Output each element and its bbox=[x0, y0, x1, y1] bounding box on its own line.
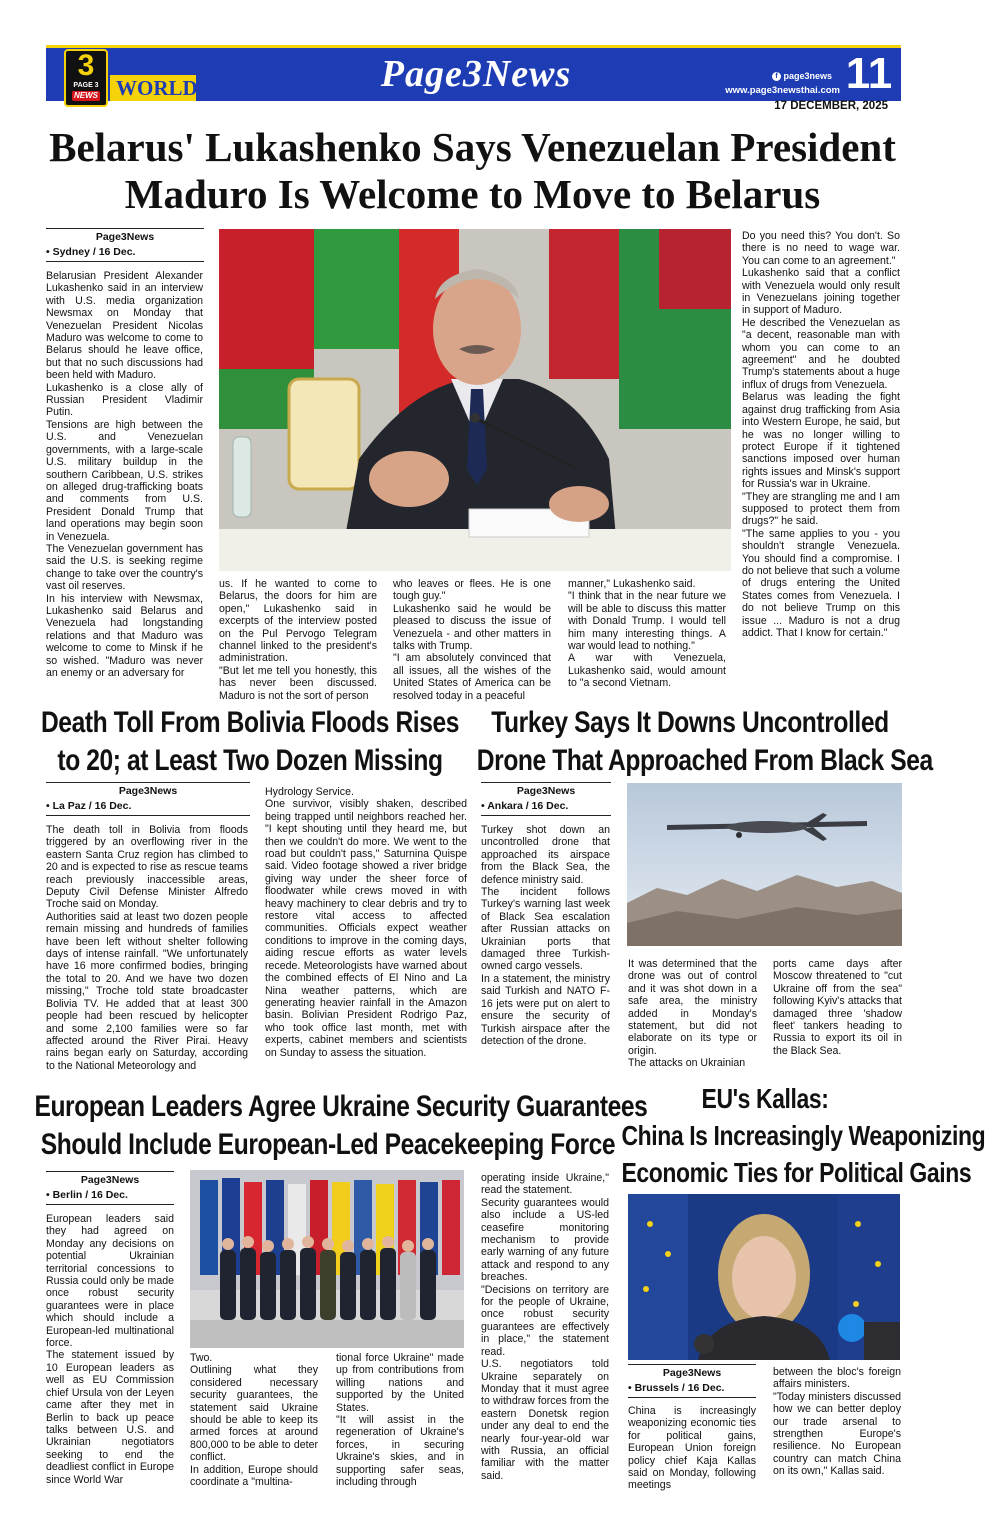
paragraph: China is increasingly weaponizing economic ties for political gains, European Union foreign policy chief Kaja Kallas said on Monday, following meetings bbox=[628, 1405, 756, 1492]
kallas-headline-line3: Economic Ties for Political Gains bbox=[621, 1157, 972, 1188]
europe-column-2 bbox=[190, 1352, 318, 1491]
paragraph: "I think that in the near future we will be able to discuss this matter with Donald Trump. I would tell him many interesting things. A war would lead to nothing." bbox=[568, 590, 726, 653]
bolivia-headline bbox=[30, 704, 470, 780]
website-url[interactable]: www.page3newsthai.com bbox=[725, 85, 840, 96]
kallas-column-2 bbox=[773, 1366, 901, 1491]
masthead bbox=[46, 45, 901, 111]
bolivia-column-1 bbox=[46, 824, 248, 1074]
paragraph: manner," Lukashenko said. bbox=[568, 578, 696, 590]
turkey-column-1 bbox=[481, 824, 610, 1074]
paragraph: The attacks on Ukrainian bbox=[628, 1057, 746, 1070]
drone-illustration bbox=[627, 783, 902, 946]
kallas-headline bbox=[620, 1080, 985, 1190]
paragraph: "The same applies to you - you shouldn't strangle Venezuela. You should find a compromise. I do not believe that such a volume of drugs entering the United States comes from Venezuela. I do not believe Trump on this issue ... Maduro is not a drug addict. That I know for certain." bbox=[742, 527, 900, 639]
paragraph: "Today ministers discussed how we can better deploy our trade arsenal to strengthen Europe's resilience. No European country can match China on its own," Kallas said. bbox=[773, 1390, 901, 1478]
paragraph: "It will assist in the regeneration of Ukraine's forces, in securing Ukraine's skies, and in supporting safer seas, including through bbox=[336, 1414, 464, 1489]
leaders-illustration bbox=[190, 1170, 464, 1348]
brand-name[interactable]: Page3News bbox=[380, 53, 572, 95]
europe-column-3 bbox=[336, 1352, 464, 1491]
lead-column-1 bbox=[46, 270, 203, 696]
turkey-column-2 bbox=[628, 958, 757, 1074]
logo-number: 3 bbox=[77, 49, 95, 82]
agency-name: Page3News bbox=[118, 785, 178, 797]
paragraph: tional force Ukraine" made up from contributions from willing nations and supported by the United States. bbox=[336, 1352, 464, 1414]
paragraph: who leaves or flees. He is one tough guy." bbox=[393, 578, 551, 603]
paragraph: Do you need this? You don't. So there is no need to wage war. You can come to an agreement." bbox=[742, 230, 900, 267]
logo-text: PAGE 3 bbox=[73, 82, 99, 89]
logo-text-news: NEWS bbox=[74, 91, 98, 100]
agency-name: Page3News bbox=[80, 1174, 140, 1186]
lukashenko-photo bbox=[219, 229, 731, 571]
turkey-headline bbox=[470, 704, 933, 780]
paragraph: "Decisions on territory are for the people of Ukraine, once robust security guarantees are effectively in place," the statement read. bbox=[481, 1283, 609, 1358]
paragraph: Belarusian President Alexander Lukashenko said in an interview with U.S. media organization Newsmax on Monday that Venezuelan President Nicolas Maduro was welcome to come to Belarus should he leave office, but that no such discussions had been held with Maduro. bbox=[46, 270, 203, 382]
paragraph: In a statement, the ministry said Turkish and NATO F-16 jets were put on alert to ensure the security of Turkish airspace after the detection of the drone. bbox=[481, 972, 610, 1047]
paragraph: He described the Venezuelan as "a decent, reasonable man with whom you can come to an agreement" and he doubted Trump's statements about a huge influx of drugs from Venezuela. bbox=[742, 316, 900, 391]
paragraph: us. If he wanted to come to Belarus, the doors for him are open," Lukashenko said in excerpts of the interview posted on the Pul Pervogo Telegram channel linked to the president's administration. bbox=[219, 578, 377, 665]
lead-headline bbox=[30, 124, 915, 218]
paragraph: It was determined that the drone was out of control and it was shot down in a safe area, the ministry added in Monday's statement, but did not elaborate on its type or origin. bbox=[628, 958, 757, 1057]
masthead-yellow-stripe bbox=[46, 45, 901, 48]
paragraph: "They are strangling me and I am supposed to protect them from drugs?" he said. bbox=[742, 490, 900, 528]
kallas-illustration bbox=[628, 1194, 900, 1360]
lead-column-2 bbox=[219, 578, 377, 702]
paragraph: Belarus was leading the fight against drug trafficking from Asia into Western Europe, he said, but he was no longer willing to protect Europe if it tightened sanctions imposed over human rights issues and Minsk's support for Russia's war in Ukraine. bbox=[742, 391, 900, 491]
lead-headline-line2: Maduro Is Welcome to Move to Belarus bbox=[124, 171, 821, 217]
paragraph: "I am absolutely convinced that all issues, all the wishes of the United States of America can be resolved today in a peaceful bbox=[393, 652, 551, 702]
paragraph: The incident follows Turkey's warning last week of Black Sea escalation after Russian attacks on Ukrainian ports that damaged three Turkish-owned cargo vessels. bbox=[481, 886, 610, 973]
section-label: WORLD bbox=[116, 76, 198, 100]
facebook-icon: f bbox=[772, 72, 781, 81]
paragraph: Outlining what they considered necessary security guarantees, the statement said Ukraine should be able to keep its armed forces at around 800,000 to be able to deter conflict. bbox=[190, 1364, 318, 1464]
turkey-headline-line2: Drone That Approached From Black Sea bbox=[476, 744, 933, 777]
paragraph: In his interview with Newsmax, Lukashenko said Belarus and Venezuela had longstanding relations and that Maduro was welcome to come to Minsk if he so wished. "Maduro was never an enemy or an adversary for bbox=[46, 592, 203, 679]
paragraph: "But let me tell you honestly, this has never been discussed. Maduro is not the sort of person bbox=[219, 664, 377, 702]
paragraph: operating inside Ukraine," read the statement. bbox=[481, 1172, 609, 1197]
agency-name: Page3News bbox=[662, 1367, 722, 1379]
europe-byline bbox=[46, 1171, 174, 1205]
europe-column-1 bbox=[46, 1213, 174, 1491]
dateline: • La Paz / 16 Dec. bbox=[46, 798, 250, 816]
paragraph: European leaders said they had agreed on Monday any decisions on potential Ukrainian territorial concessions to Russia could only be made once robust security guarantees were in place which should include a European-led multinational force. bbox=[46, 1213, 174, 1350]
bolivia-column-2 bbox=[265, 786, 467, 1074]
page-number: 11 bbox=[845, 49, 893, 98]
paragraph: Tensions are high between the U.S. and Venezuelan governments, with a large-scale U.S. military buildup in the southern Caribbean, U.S. strikes on alleged drug-trafficking boats and comments from U.S. President Donald Trump that land operations may begin soon in Venezuela. bbox=[46, 418, 203, 543]
dateline: • Ankara / 16 Dec. bbox=[481, 798, 611, 816]
paragraph: The death toll in Bolivia from floods triggered by an overflowing river in the eastern Santa Cruz region has climbed to 20 and is expected to rise as rescue teams reach previously inaccessible areas, Deputy Civil Defense Minister Alfredo Troche said on Monday. bbox=[46, 824, 248, 911]
kallas-byline bbox=[628, 1364, 756, 1398]
kallas-headline-line1: EU's Kallas: bbox=[701, 1083, 829, 1114]
lead-column-4 bbox=[568, 578, 726, 696]
bolivia-headline-line2: to 20; at Least Two Dozen Missing bbox=[57, 744, 443, 777]
european-leaders-photo bbox=[190, 1170, 464, 1348]
kallas-column-1 bbox=[628, 1405, 756, 1491]
paragraph: Lukashenko said he would be pleased to discuss the issue of Venezuela - and other matters in talks with Trump. bbox=[393, 602, 551, 653]
lead-headline-line1: Belarus' Lukashenko Says Venezuelan President bbox=[49, 124, 896, 170]
paragraph: Turkey shot down an uncontrolled drone that approached its airspace from the Black Sea, the defence ministry said. bbox=[481, 824, 610, 886]
europe-column-4 bbox=[481, 1172, 609, 1491]
lead-byline bbox=[46, 228, 204, 262]
paragraph: Authorities said at least two dozen people remain missing and hundreds of families have been left without shelter following days of intense rainfall. "We unfortunately have 16 more confirmed bodies, bringing the total to 20. And we have two dozen missing," Troche told state broadcaster Bolivia TV. He added that at least 300 people had been rescued by helicopter and some 2,100 families were so far affected around the River Pirai. Heavy rains began early on Saturday, according to the National Meteorology and bbox=[46, 910, 248, 1072]
bolivia-byline bbox=[46, 782, 250, 816]
lead-column-3 bbox=[393, 578, 551, 702]
paragraph: ports came days after Moscow threatened to "cut Ukraine off from the sea" following Kyiv's attacks that damaged three 'shadow fleet' tankers heading to Russia to export its oil in the Black Sea. bbox=[773, 958, 902, 1057]
dateline: • Berlin / 16 Dec. bbox=[46, 1187, 174, 1205]
turkey-headline-line1: Turkey Says It Downs Uncontrolled bbox=[491, 706, 889, 739]
paragraph: Two. bbox=[190, 1352, 213, 1364]
europe-headline-line2: Should Include European-Led Peacekeeping Force bbox=[40, 1128, 616, 1161]
lukashenko-illustration bbox=[219, 229, 731, 571]
lead-column-5 bbox=[742, 230, 900, 696]
paragraph: The statement issued by 10 European leaders as well as EU Commission chief Ursula von der Leyen came after they met in Berlin to back up peace talks between U.S. and Ukrainian negotiators seeking to end the deadliest conflict in Europe since World War bbox=[46, 1349, 174, 1486]
paragraph: U.S. negotiators told Ukraine separately on Monday that it must agree to withdraw forces from the eastern Donetsk region under any deal to end the nearly four-year-old war with Russia, an official familiar with the matter said. bbox=[481, 1358, 609, 1482]
paragraph: In addition, Europe should coordinate a "multina- bbox=[190, 1463, 318, 1489]
dateline: • Brussels / 16 Dec. bbox=[628, 1380, 756, 1398]
page3-logo[interactable] bbox=[64, 49, 108, 107]
paragraph: Lukashenko said that a conflict with Venezuela would only result in Venezuelans joining together in support of Maduro. bbox=[742, 267, 900, 317]
social-handle-row bbox=[772, 70, 842, 82]
agency-name: Page3News bbox=[95, 231, 155, 243]
turkey-byline bbox=[481, 782, 611, 816]
paragraph: The Venezuelan government has said the U.S. is seeking regime change to take over the country's vast oil reserves. bbox=[46, 542, 203, 593]
paragraph: between the bloc's foreign affairs ministers. bbox=[773, 1366, 901, 1391]
kallas-headline-line2: China Is Increasingly Weaponizing bbox=[621, 1120, 985, 1151]
bolivia-headline-line1: Death Toll From Bolivia Floods Rises bbox=[40, 706, 460, 739]
issue-date: 17 DECEMBER, 2025 bbox=[774, 100, 888, 112]
paragraph: Security guarantees would also include a US-led ceasefire monitoring mechanism to provide early warning of any future attack and respond to any breaches. bbox=[481, 1196, 609, 1284]
kallas-photo bbox=[628, 1194, 900, 1360]
paragraph: A war with Venezuela, Lukashenko said, would amount to "a second Vietnam. bbox=[568, 652, 726, 690]
paragraph: Hydrology Service. bbox=[265, 786, 354, 798]
agency-name: Page3News bbox=[516, 785, 576, 797]
social-handle: page3news bbox=[783, 71, 833, 81]
paragraph: Lukashenko is a close ally of Russian President Vladimir Putin. bbox=[46, 381, 203, 419]
europe-headline bbox=[30, 1088, 648, 1168]
turkey-column-3 bbox=[773, 958, 902, 1074]
europe-headline-line1: European Leaders Agree Ukraine Security Guarantees bbox=[34, 1090, 648, 1123]
drone-photo bbox=[627, 783, 902, 946]
dateline: • Sydney / 16 Dec. bbox=[46, 244, 204, 262]
paragraph: One survivor, visibly shaken, described being trapped until neighbors reached her. "I kept shouting until they heard me, but then we couldn't do more. We went to the road but couldn't pass," Saturnina Quispe said. Video footage showed a river bridge giving way under the sheer force of floodwater while crews moved in with heavy machinery to clear debris and try to restore vital access to affected communities. Officials expect weather conditions to improve in the coming days, aiding rescue efforts as water levels recede. Meteorologists have warned about the combined effects of El Nino and La Nina weather patterns, which are generating heavier rainfall in the Amazon basin. Bolivian President Rodrigo Paz, who took office last month, met with experts, cabinet members and scientists on Sunday to assess the situation. bbox=[265, 798, 467, 1059]
